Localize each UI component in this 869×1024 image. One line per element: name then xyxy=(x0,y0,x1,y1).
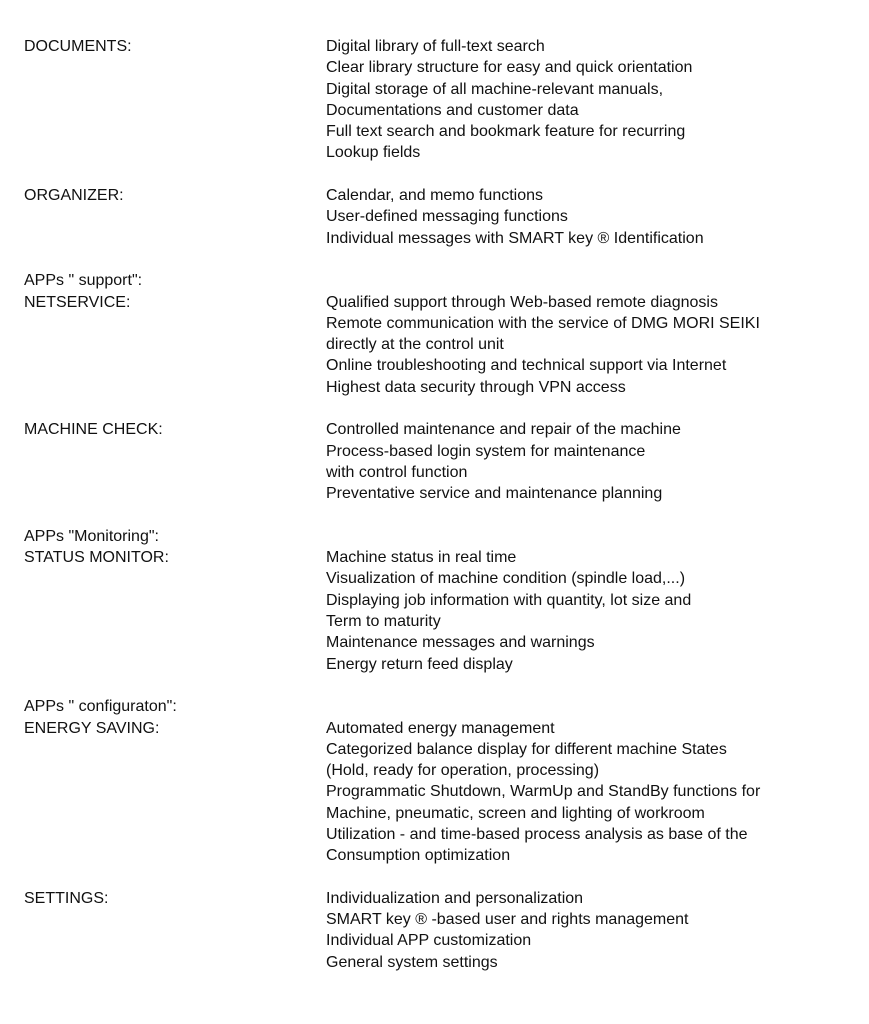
section-energy-saving xyxy=(24,696,864,866)
section-row xyxy=(24,419,864,504)
feature-line: Individual messages with SMART key ® Identification xyxy=(326,229,704,247)
feature-line: Energy return feed display xyxy=(326,655,513,673)
group-label-monitoring: APPs "Monitoring": xyxy=(24,527,159,545)
section-machine-check xyxy=(24,419,864,504)
feature-line: Individual APP customization xyxy=(326,932,532,950)
section-row xyxy=(24,36,864,164)
feature-line: SMART key ® -based user and rights management xyxy=(326,911,689,929)
feature-line: Categorized balance display for different machine States xyxy=(326,740,727,758)
section-settings xyxy=(24,888,864,973)
section-lines xyxy=(326,718,864,867)
feature-line: Automated energy management xyxy=(326,719,555,737)
section-label: NETSERVICE: xyxy=(24,293,131,311)
section-row xyxy=(24,185,864,249)
feature-line: Qualified support through Web-based remote diagnosis xyxy=(326,293,718,311)
feature-line: Individualization and personalization xyxy=(326,889,584,907)
section-row xyxy=(24,888,864,973)
section-status-monitor xyxy=(24,526,864,675)
section-lines xyxy=(326,185,864,249)
feature-line: Process-based login system for maintenance xyxy=(326,442,646,460)
section-row xyxy=(24,292,864,398)
section-label: ORGANIZER: xyxy=(24,187,124,205)
feature-line: directly at the control unit xyxy=(326,336,504,354)
section-lines xyxy=(326,292,864,398)
feature-document xyxy=(24,36,864,994)
feature-line: Consumption optimization xyxy=(326,847,511,865)
feature-line: General system settings xyxy=(326,953,498,971)
feature-line: Remote communication with the service of DMG MORI SEIKI xyxy=(326,314,760,332)
feature-line: Online troubleshooting and technical support via Internet xyxy=(326,357,727,375)
section-lines xyxy=(326,547,864,675)
feature-line: Highest data security through VPN access xyxy=(326,378,626,396)
section-row xyxy=(24,547,864,675)
feature-line: Preventative service and maintenance planning xyxy=(326,485,663,503)
section-netservice xyxy=(24,270,864,398)
feature-line: Clear library structure for easy and quick orientation xyxy=(326,59,693,77)
group-label-support: APPs " support": xyxy=(24,272,143,290)
section-organizer xyxy=(24,185,864,249)
feature-line: Machine, pneumatic, screen and lighting of workroom xyxy=(326,804,705,822)
feature-line: Controlled maintenance and repair of the machine xyxy=(326,421,681,439)
feature-line: User-defined messaging functions xyxy=(326,208,568,226)
feature-line: with control function xyxy=(326,463,468,481)
section-lines xyxy=(326,36,864,164)
feature-line: Machine status in real time xyxy=(326,549,517,567)
feature-line: Displaying job information with quantity, lot size and xyxy=(326,591,692,609)
feature-line: Maintenance messages and warnings xyxy=(326,634,595,652)
group-label-configuration: APPs " configuraton": xyxy=(24,698,177,716)
section-label: SETTINGS: xyxy=(24,889,109,907)
feature-line: Digital storage of all machine-relevant manuals, xyxy=(326,80,664,98)
feature-line: Programmatic Shutdown, WarmUp and StandBy functions for xyxy=(326,783,761,801)
section-label: DOCUMENTS: xyxy=(24,38,132,55)
feature-line: Calendar, and memo functions xyxy=(326,187,544,205)
section-label: ENERGY SAVING: xyxy=(24,719,160,737)
section-label: STATUS MONITOR: xyxy=(24,549,169,567)
section-documents xyxy=(24,36,864,164)
feature-line: Documentations and customer data xyxy=(326,101,579,119)
feature-line: (Hold, ready for operation, processing) xyxy=(326,762,600,780)
section-lines xyxy=(326,888,864,973)
section-label: MACHINE CHECK: xyxy=(24,421,163,439)
feature-line: Term to maturity xyxy=(326,613,441,631)
feature-line: Full text search and bookmark feature for recurring xyxy=(326,123,686,141)
section-lines xyxy=(326,419,864,504)
section-row xyxy=(24,718,864,867)
feature-line: Utilization - and time-based process analysis as base of the xyxy=(326,825,748,843)
feature-line: Visualization of machine condition (spindle load,...) xyxy=(326,570,686,588)
feature-line: Digital library of full-text search xyxy=(326,38,545,55)
feature-line: Lookup fields xyxy=(326,144,421,162)
